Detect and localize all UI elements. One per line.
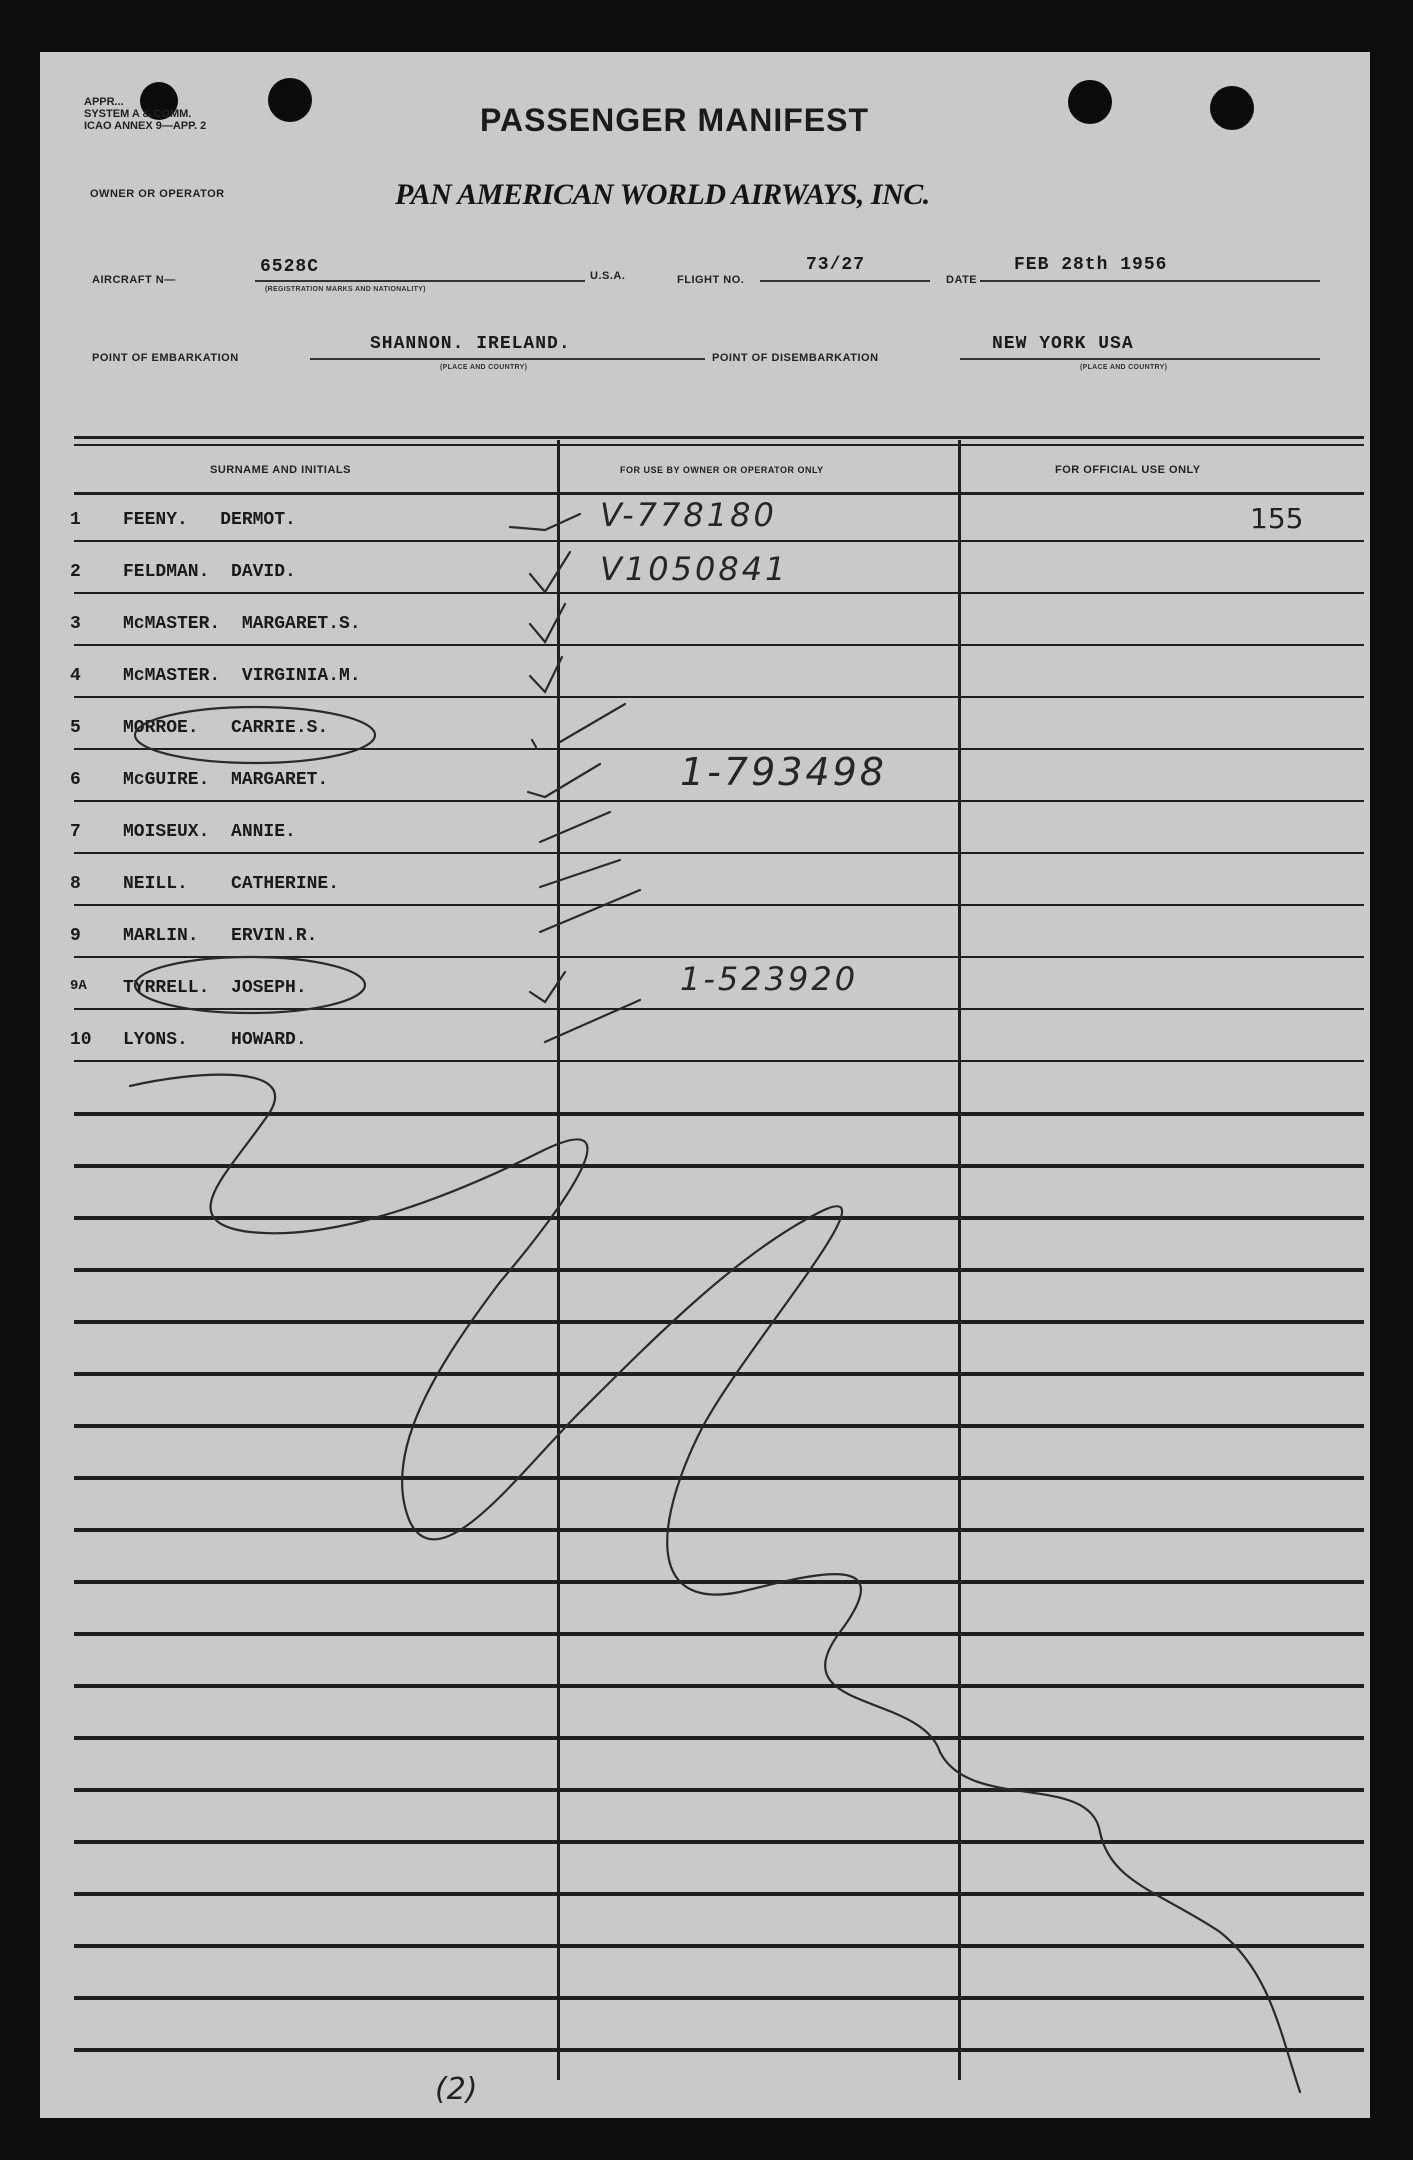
row-rule <box>74 1996 1364 2000</box>
column-header-official: FOR OFFICIAL USE ONLY <box>1055 464 1201 476</box>
passenger-name: FEENY. DERMOT. <box>123 510 296 530</box>
row-number: 6 <box>70 770 81 790</box>
disembarkation-label: POINT OF DISEMBARKATION <box>712 352 879 364</box>
page-mark: (2) <box>435 2072 478 2107</box>
column-header-operator: FOR USE BY OWNER OR OPERATOR ONLY <box>620 465 824 475</box>
row-number: 7 <box>70 822 81 842</box>
usa-label: U.S.A. <box>590 270 626 282</box>
flight-value: 73/27 <box>806 255 866 275</box>
check-mark <box>540 890 640 932</box>
column-divider <box>958 440 961 2080</box>
row-rule <box>74 1164 1364 1168</box>
ticket-number-note: 1-793498 <box>680 750 887 794</box>
row-rule <box>74 696 1364 698</box>
operator-name: PAN AMERICAN WORLD AIRWAYS, INC. <box>395 178 930 211</box>
ticket-number-note: 1-523920 <box>680 960 859 998</box>
passenger-name: MOISEUX. ANNIE. <box>123 822 296 842</box>
row-rule <box>74 1008 1364 1010</box>
row-rule <box>74 1892 1364 1896</box>
date-value: FEB 28th 1956 <box>1014 255 1168 275</box>
row-rule <box>74 904 1364 906</box>
row-rule <box>74 1528 1364 1532</box>
approval-line: APPR... <box>84 96 124 108</box>
handwritten-marks <box>40 52 1370 2118</box>
check-mark <box>540 860 620 887</box>
aircraft-value: 6528C <box>260 257 320 277</box>
row-number: 10 <box>70 1030 92 1050</box>
punch-hole <box>1068 80 1112 124</box>
approval-note <box>84 96 206 132</box>
row-rule <box>74 1788 1364 1792</box>
passenger-name: LYONS. HOWARD. <box>123 1030 307 1050</box>
row-rule <box>74 1424 1364 1428</box>
embarkation-label: POINT OF EMBARKATION <box>92 352 239 364</box>
row-rule <box>74 1476 1364 1480</box>
row-rule <box>74 1580 1364 1584</box>
row-number: 5 <box>70 718 81 738</box>
row-rule <box>74 1684 1364 1688</box>
passenger-name: NEILL. CATHERINE. <box>123 874 340 894</box>
date-label: DATE <box>946 274 978 286</box>
row-rule <box>74 1736 1364 1740</box>
row-rule <box>74 1216 1364 1220</box>
row-rule <box>74 540 1364 542</box>
passenger-name: McGUIRE. MARGARET. <box>123 770 329 790</box>
header-bottom-rule <box>74 492 1364 495</box>
embarkation-caption: (PLACE AND COUNTRY) <box>440 364 528 371</box>
row-rule <box>74 1944 1364 1948</box>
row-rule <box>74 956 1364 958</box>
row-rule <box>74 1268 1364 1272</box>
column-header-surname: SURNAME AND INITIALS <box>210 464 351 476</box>
ticket-number-note: V-778180 <box>600 496 777 534</box>
check-mark <box>510 514 580 530</box>
passenger-name: McMASTER. MARGARET.S. <box>123 614 361 634</box>
passenger-name: MARLIN. ERVIN.R. <box>123 926 318 946</box>
row-rule <box>74 592 1364 594</box>
embarkation-value: SHANNON. IRELAND. <box>370 334 571 354</box>
check-mark <box>530 552 570 592</box>
owner-label: OWNER OR OPERATOR <box>90 188 225 200</box>
check-mark <box>532 704 625 747</box>
passenger-name: MORROE. CARRIE.S. <box>123 718 329 738</box>
row-number: 9 <box>70 926 81 946</box>
ticket-number-note: V1050841 <box>600 550 789 588</box>
check-mark <box>528 764 600 797</box>
row-number: 9A <box>70 978 87 994</box>
aircraft-label: AIRCRAFT N— <box>92 274 176 286</box>
row-rule <box>74 1372 1364 1376</box>
flight-label: FLIGHT NO. <box>677 274 745 286</box>
row-rule <box>74 1060 1364 1062</box>
passenger-name: TYRRELL. JOSEPH. <box>123 978 307 998</box>
row-rule <box>74 1320 1364 1324</box>
approval-line: ICAO ANNEX 9—APP. 2 <box>84 120 207 132</box>
passenger-name: McMASTER. VIRGINIA.M. <box>123 666 361 686</box>
manifest-sheet <box>40 52 1370 2118</box>
row-rule <box>74 800 1364 802</box>
punch-hole <box>1210 86 1254 130</box>
punch-hole <box>268 78 312 122</box>
disembarkation-caption: (PLACE AND COUNTRY) <box>1080 364 1168 371</box>
row-number: 2 <box>70 562 81 582</box>
aircraft-caption: (REGISTRATION MARKS AND NATIONALITY) <box>265 286 426 293</box>
row-rule <box>74 1840 1364 1844</box>
approval-line: SYSTEM A & COMM. <box>84 108 192 120</box>
row-number: 1 <box>70 510 81 530</box>
check-mark <box>540 812 610 842</box>
column-divider <box>557 440 560 2080</box>
passenger-name: FELDMAN. DAVID. <box>123 562 296 582</box>
page-title: PASSENGER MANIFEST <box>480 102 869 138</box>
row-rule <box>74 2048 1364 2052</box>
row-number: 3 <box>70 614 81 634</box>
row-number: 8 <box>70 874 81 894</box>
disembarkation-value: NEW YORK USA <box>992 334 1134 354</box>
row-rule <box>74 644 1364 646</box>
table-top-rule <box>74 436 1364 439</box>
row-rule <box>74 852 1364 854</box>
row-number: 4 <box>70 666 81 686</box>
table-top-rule <box>74 444 1364 446</box>
row-rule <box>74 1112 1364 1116</box>
row-rule <box>74 1632 1364 1636</box>
official-number: 155 <box>1250 502 1304 535</box>
